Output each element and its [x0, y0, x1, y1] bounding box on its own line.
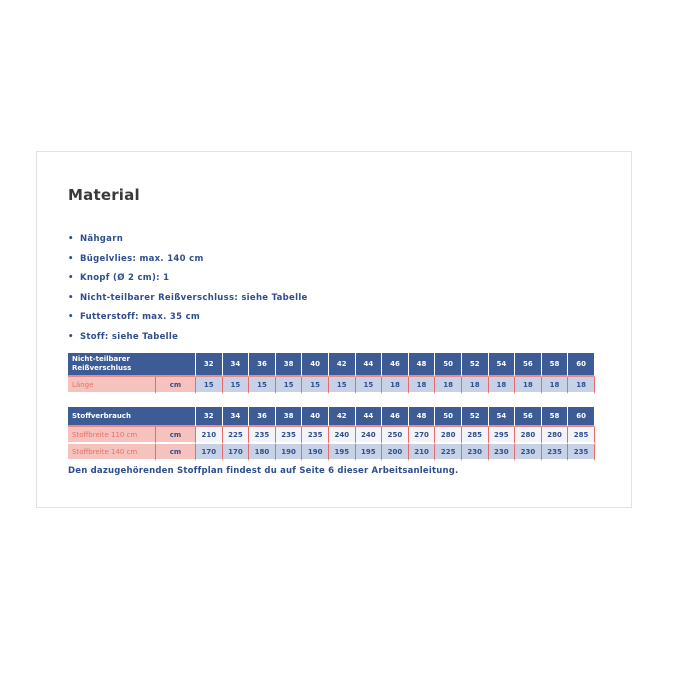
- table-cell: 195: [356, 444, 383, 461]
- table-cell: 235: [276, 427, 303, 444]
- table-cell: 210: [409, 444, 436, 461]
- size-header: 58: [542, 407, 569, 427]
- size-header: 40: [302, 353, 329, 377]
- table-cell: 170: [223, 444, 250, 461]
- table-cell: 18: [489, 377, 516, 394]
- table-cell: 200: [382, 444, 409, 461]
- size-header: 48: [409, 353, 436, 377]
- row-unit: cm: [156, 444, 196, 461]
- size-header: 48: [409, 407, 436, 427]
- material-list: [68, 230, 308, 348]
- table-cell: 15: [356, 377, 383, 394]
- size-header: 58: [542, 353, 569, 377]
- size-header: 38: [276, 353, 303, 377]
- table-cell: 15: [223, 377, 250, 394]
- section-title: Material: [68, 186, 140, 204]
- bullet-icon: •: [68, 292, 74, 303]
- size-header: 32: [196, 353, 223, 377]
- table-cell: 18: [515, 377, 542, 394]
- size-header: 42: [329, 407, 356, 427]
- list-item: [68, 328, 308, 348]
- row-label: Stoffbreite 110 cm: [68, 427, 156, 444]
- bullet-icon: •: [68, 253, 74, 264]
- table-cell: 15: [196, 377, 223, 394]
- material-item-interfacing: Bügelvlies: max. 140 cm: [80, 253, 204, 264]
- material-item-button: Knopf (Ø 2 cm): 1: [80, 273, 170, 284]
- table-cell: 18: [409, 377, 436, 394]
- size-header: 52: [462, 353, 489, 377]
- size-header: 60: [568, 353, 595, 377]
- zipper-title-line2: Reißverschluss: [72, 364, 132, 372]
- size-header: 36: [249, 353, 276, 377]
- table-cell: 190: [302, 444, 329, 461]
- zipper-length-table: [68, 353, 595, 394]
- size-header: 50: [435, 407, 462, 427]
- size-header: 44: [356, 407, 383, 427]
- list-item: [68, 269, 308, 289]
- size-header: 46: [382, 407, 409, 427]
- row-unit: cm: [156, 427, 196, 444]
- size-header: 42: [329, 353, 356, 377]
- table-cell: 285: [568, 427, 595, 444]
- table-cell: 235: [568, 444, 595, 461]
- zipper-title-line1: Nicht-teilbarer: [72, 355, 130, 363]
- table-cell: 18: [568, 377, 595, 394]
- table-cell: 285: [462, 427, 489, 444]
- bullet-icon: •: [68, 331, 74, 342]
- table-header-row: [68, 353, 595, 377]
- size-header: 50: [435, 353, 462, 377]
- table-cell: 210: [196, 427, 223, 444]
- material-item-fabric: Stoff: siehe Tabelle: [80, 331, 179, 342]
- size-header: 32: [196, 407, 223, 427]
- list-item: [68, 230, 308, 250]
- bullet-icon: •: [68, 312, 74, 323]
- material-item-zipper: Nicht-teilbarer Reißverschluss: siehe Tabelle: [80, 292, 308, 303]
- table-cell: 180: [249, 444, 276, 461]
- fabric-consumption-table: [68, 407, 595, 461]
- table-cell: 235: [302, 427, 329, 444]
- table-row: [68, 427, 595, 444]
- table-cell: 235: [542, 444, 569, 461]
- row-label: Stoffbreite 140 cm: [68, 444, 156, 461]
- bullet-icon: •: [68, 234, 74, 244]
- list-item: [68, 289, 308, 309]
- material-item-thread: Nähgarn: [80, 234, 124, 244]
- table-cell: 230: [489, 444, 516, 461]
- material-card: [36, 151, 632, 508]
- table-cell: 280: [515, 427, 542, 444]
- table-cell: 170: [196, 444, 223, 461]
- size-header: 34: [223, 353, 250, 377]
- table-cell: 230: [462, 444, 489, 461]
- bullet-icon: •: [68, 273, 74, 284]
- table-cell: 18: [435, 377, 462, 394]
- table-cell: 195: [329, 444, 356, 461]
- table-cell: 250: [382, 427, 409, 444]
- table-cell: 280: [435, 427, 462, 444]
- fabric-table-title: Stoffverbrauch: [68, 407, 196, 427]
- table-row: [68, 444, 595, 461]
- table-cell: 190: [276, 444, 303, 461]
- table-cell: 225: [435, 444, 462, 461]
- size-header: 44: [356, 353, 383, 377]
- table-cell: 18: [542, 377, 569, 394]
- size-header: 34: [223, 407, 250, 427]
- table-cell: 18: [462, 377, 489, 394]
- footnote: Den dazugehörenden Stoffplan findest du auf Seite 6 dieser Arbeitsanleitung.: [68, 466, 459, 476]
- row-unit: cm: [156, 377, 196, 394]
- size-header: 36: [249, 407, 276, 427]
- size-header: 60: [568, 407, 595, 427]
- size-header: 56: [515, 407, 542, 427]
- material-item-lining: Futterstoff: max. 35 cm: [80, 312, 201, 323]
- row-label: Länge: [68, 377, 156, 394]
- table-cell: 240: [356, 427, 383, 444]
- size-header: 54: [489, 353, 516, 377]
- size-header: 40: [302, 407, 329, 427]
- size-header: 54: [489, 407, 516, 427]
- zipper-table-title: [68, 353, 196, 377]
- table-cell: 225: [223, 427, 250, 444]
- list-item: [68, 250, 308, 270]
- table-cell: 15: [249, 377, 276, 394]
- size-header: 46: [382, 353, 409, 377]
- table-cell: 230: [515, 444, 542, 461]
- table-cell: 235: [249, 427, 276, 444]
- size-header: 38: [276, 407, 303, 427]
- table-cell: 18: [382, 377, 409, 394]
- table-cell: 270: [409, 427, 436, 444]
- table-cell: 240: [329, 427, 356, 444]
- table-cell: 295: [489, 427, 516, 444]
- table-cell: 280: [542, 427, 569, 444]
- table-cell: 15: [302, 377, 329, 394]
- size-header: 52: [462, 407, 489, 427]
- table-header-row: [68, 407, 595, 427]
- table-cell: 15: [276, 377, 303, 394]
- table-cell: 15: [329, 377, 356, 394]
- list-item: [68, 308, 308, 328]
- size-header: 56: [515, 353, 542, 377]
- table-row: [68, 377, 595, 394]
